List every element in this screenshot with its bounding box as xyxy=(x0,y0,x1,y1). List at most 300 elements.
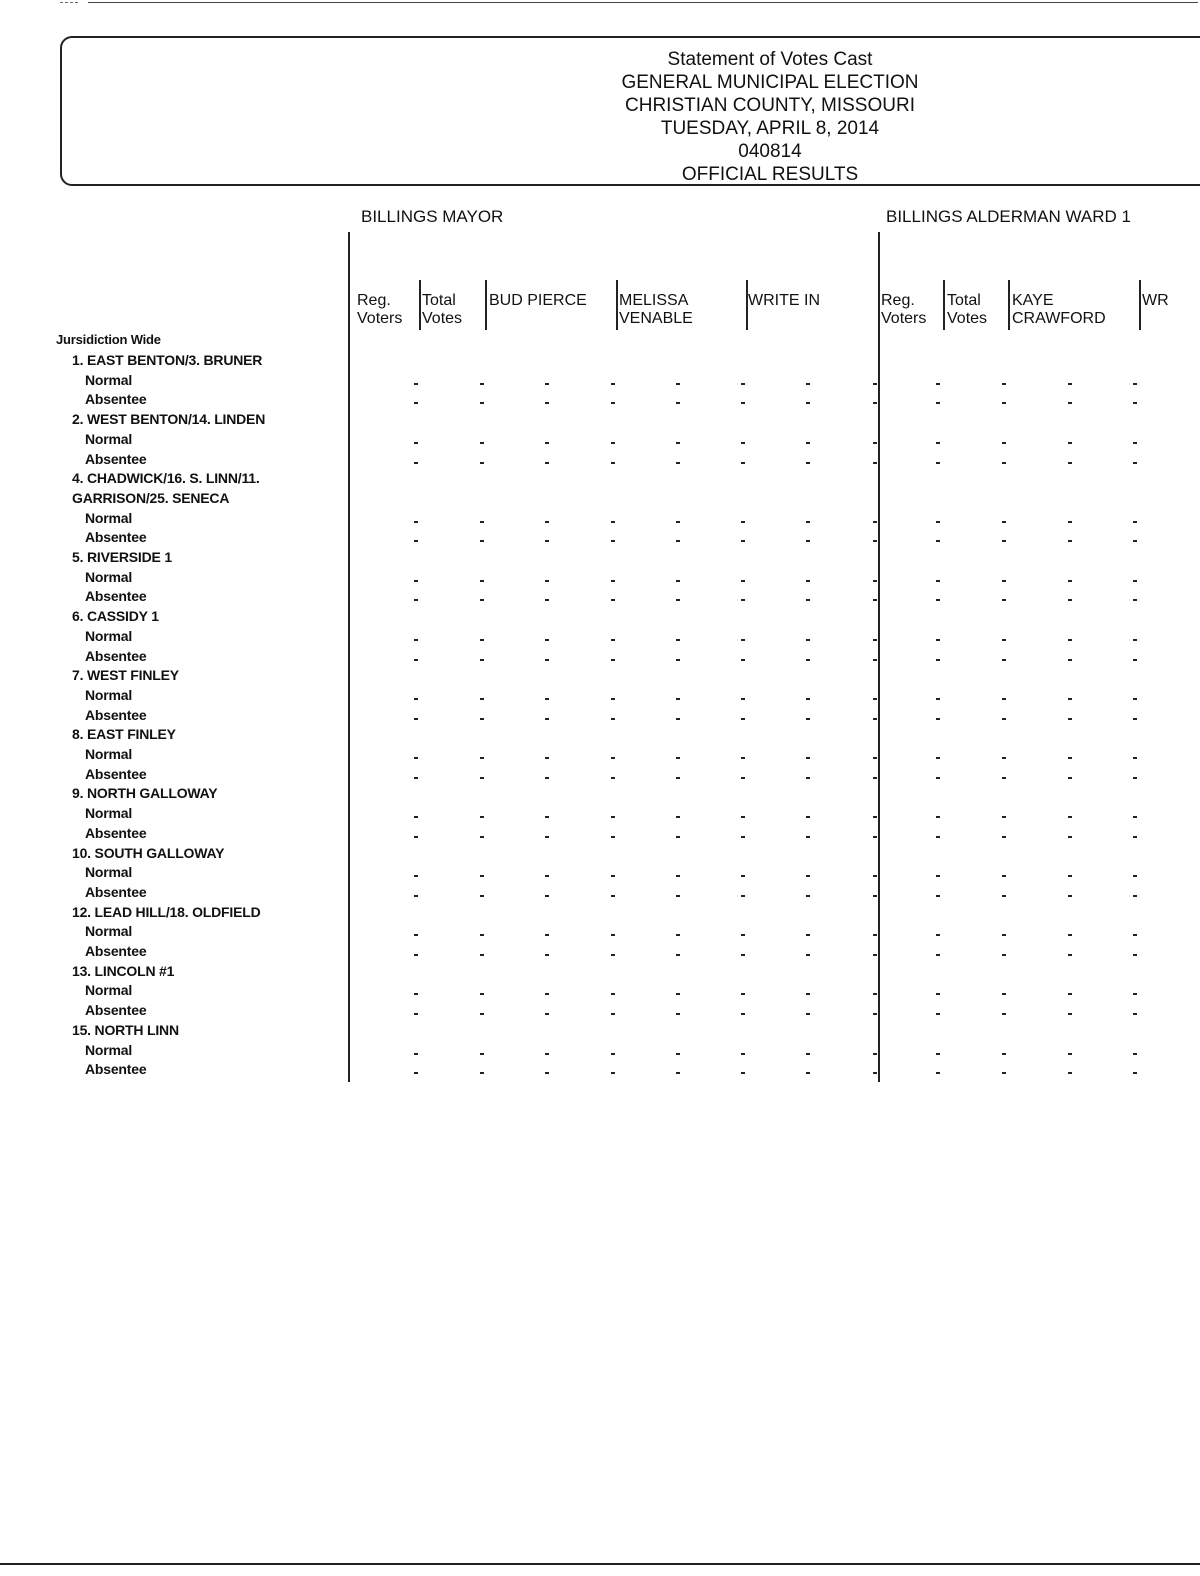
empty-value-dash xyxy=(545,934,549,936)
col-head-write-in xyxy=(748,292,820,310)
empty-value-dash xyxy=(676,993,680,995)
empty-value-dash xyxy=(806,521,810,523)
empty-value-dash xyxy=(676,1013,680,1015)
empty-value-dash xyxy=(1133,521,1137,523)
empty-value-dash xyxy=(806,659,810,661)
empty-value-dash xyxy=(741,993,745,995)
empty-value-dash xyxy=(873,757,877,759)
col-head-kaye-crawford xyxy=(1012,292,1106,328)
empty-value-dash xyxy=(936,521,940,523)
empty-value-dash xyxy=(676,718,680,720)
empty-value-dash xyxy=(545,875,549,877)
empty-value-dash xyxy=(414,1072,418,1074)
empty-value-dash xyxy=(936,816,940,818)
empty-value-dash xyxy=(806,816,810,818)
empty-value-dash xyxy=(936,954,940,956)
empty-value-dash xyxy=(936,875,940,877)
col-head-line2: VENABLE xyxy=(619,310,693,327)
empty-value-dash xyxy=(873,718,877,720)
empty-value-dash xyxy=(806,599,810,601)
empty-value-dash xyxy=(545,1053,549,1055)
empty-value-dash xyxy=(1068,718,1072,720)
empty-value-dash xyxy=(414,816,418,818)
empty-value-dash xyxy=(873,816,877,818)
empty-value-dash xyxy=(1133,1013,1137,1015)
empty-value-dash xyxy=(545,757,549,759)
precinct-name: 9. NORTH GALLOWAY xyxy=(72,785,218,802)
precinct-name: 2. WEST BENTON/14. LINDEN xyxy=(72,411,266,428)
col-head-melissa-venable xyxy=(619,292,693,328)
col-head-bud-pierce xyxy=(489,292,587,310)
col-head-line1: Reg. xyxy=(357,292,391,309)
empty-value-dash xyxy=(1133,462,1137,464)
empty-value-dash xyxy=(1002,816,1006,818)
empty-value-dash xyxy=(936,718,940,720)
empty-value-dash xyxy=(936,462,940,464)
empty-value-dash xyxy=(545,639,549,641)
vote-type-label: Absentee xyxy=(85,883,147,900)
empty-value-dash xyxy=(873,521,877,523)
empty-value-dash xyxy=(545,954,549,956)
empty-value-dash xyxy=(1068,777,1072,779)
empty-value-dash xyxy=(936,934,940,936)
empty-value-dash xyxy=(806,462,810,464)
empty-value-dash xyxy=(1068,659,1072,661)
empty-value-dash xyxy=(1068,639,1072,641)
empty-value-dash xyxy=(806,934,810,936)
empty-value-dash xyxy=(936,895,940,897)
empty-value-dash xyxy=(873,462,877,464)
empty-value-dash xyxy=(480,599,484,601)
empty-value-dash xyxy=(1068,402,1072,404)
empty-value-dash xyxy=(1068,521,1072,523)
empty-value-dash xyxy=(806,383,810,385)
empty-value-dash xyxy=(806,1072,810,1074)
empty-value-dash xyxy=(545,718,549,720)
empty-value-dash xyxy=(611,1013,615,1015)
vote-type-label: Absentee xyxy=(85,647,147,664)
empty-value-dash xyxy=(545,580,549,582)
empty-value-dash xyxy=(414,895,418,897)
empty-value-dash xyxy=(611,521,615,523)
col-head-line1: Total xyxy=(422,292,456,309)
empty-value-dash xyxy=(1002,540,1006,542)
empty-value-dash xyxy=(806,1053,810,1055)
empty-value-dash xyxy=(873,1053,877,1055)
col-head-line2: CRAWFORD xyxy=(1012,310,1106,327)
empty-value-dash xyxy=(414,383,418,385)
empty-value-dash xyxy=(806,580,810,582)
empty-value-dash xyxy=(806,954,810,956)
empty-value-dash xyxy=(676,757,680,759)
col-head-mayor-reg-voters xyxy=(357,292,402,328)
vote-type-label: Normal xyxy=(85,746,133,762)
empty-value-dash xyxy=(414,639,418,641)
empty-value-dash xyxy=(1133,402,1137,404)
empty-value-dash xyxy=(873,383,877,385)
empty-value-dash xyxy=(741,599,745,601)
empty-value-dash xyxy=(1133,1072,1137,1074)
col-head-line1: Reg. xyxy=(881,292,915,309)
top-rule xyxy=(88,2,1198,3)
empty-value-dash xyxy=(936,659,940,661)
empty-value-dash xyxy=(611,462,615,464)
empty-value-dash xyxy=(873,639,877,641)
col-head-line1: MELISSA xyxy=(619,292,689,309)
empty-value-dash xyxy=(1068,895,1072,897)
empty-value-dash xyxy=(1133,580,1137,582)
empty-value-dash xyxy=(414,599,418,601)
empty-value-dash xyxy=(480,718,484,720)
vote-type-label: Absentee xyxy=(85,943,147,959)
empty-value-dash xyxy=(676,402,680,404)
empty-value-dash xyxy=(414,836,418,838)
empty-value-dash xyxy=(611,698,615,700)
empty-value-dash xyxy=(1002,521,1006,523)
vote-type-label: Normal xyxy=(85,371,133,388)
empty-value-dash xyxy=(936,580,940,582)
precinct-name: 10. SOUTH GALLOWAY xyxy=(72,844,225,861)
empty-value-dash xyxy=(741,718,745,720)
empty-value-dash xyxy=(676,1072,680,1074)
empty-value-dash xyxy=(480,462,484,464)
empty-value-dash xyxy=(1133,993,1137,995)
empty-value-dash xyxy=(611,993,615,995)
vote-type-label: Normal xyxy=(85,982,133,999)
empty-value-dash xyxy=(1002,777,1006,779)
empty-value-dash xyxy=(611,1053,615,1055)
col-head-line2: Votes xyxy=(422,310,463,327)
empty-value-dash xyxy=(545,698,549,700)
empty-value-dash xyxy=(611,659,615,661)
empty-value-dash xyxy=(545,402,549,404)
contest-title-alderman: BILLINGS ALDERMAN WARD 1 xyxy=(886,207,1131,226)
empty-value-dash xyxy=(806,1013,810,1015)
precinct-name: 4. CHADWICK/16. S. LINN/11. xyxy=(72,470,260,487)
empty-value-dash xyxy=(936,442,940,444)
empty-value-dash xyxy=(1068,954,1072,956)
empty-value-dash xyxy=(676,383,680,385)
empty-value-dash xyxy=(1133,954,1137,956)
empty-value-dash xyxy=(873,1072,877,1074)
empty-value-dash xyxy=(873,1013,877,1015)
empty-value-dash xyxy=(676,836,680,838)
empty-value-dash xyxy=(1133,757,1137,759)
empty-value-dash xyxy=(414,1053,418,1055)
col-head-line2: WR xyxy=(1142,292,1169,309)
empty-value-dash xyxy=(611,402,615,404)
empty-value-dash xyxy=(806,540,810,542)
empty-value-dash xyxy=(741,383,745,385)
empty-value-dash xyxy=(676,462,680,464)
empty-value-dash xyxy=(676,1053,680,1055)
empty-value-dash xyxy=(480,895,484,897)
empty-value-dash xyxy=(936,757,940,759)
vote-type-label: Absentee xyxy=(85,706,147,723)
empty-value-dash xyxy=(1068,993,1072,995)
empty-value-dash xyxy=(1068,1053,1072,1055)
empty-value-dash xyxy=(676,777,680,779)
empty-value-dash xyxy=(611,934,615,936)
header-code: 040814 xyxy=(738,141,802,162)
empty-value-dash xyxy=(741,462,745,464)
empty-value-dash xyxy=(1002,718,1006,720)
empty-value-dash xyxy=(545,895,549,897)
empty-value-dash xyxy=(741,836,745,838)
empty-value-dash xyxy=(676,442,680,444)
empty-value-dash xyxy=(414,757,418,759)
empty-value-dash xyxy=(1133,659,1137,661)
vote-type-label: Absentee xyxy=(85,450,147,467)
report-header xyxy=(500,48,1040,186)
empty-value-dash xyxy=(611,442,615,444)
top-dashed-mark xyxy=(60,2,78,3)
empty-value-dash xyxy=(611,954,615,956)
vote-type-label: Normal xyxy=(85,686,133,703)
empty-value-dash xyxy=(1002,757,1006,759)
empty-value-dash xyxy=(1068,1013,1072,1015)
empty-value-dash xyxy=(676,954,680,956)
empty-value-dash xyxy=(741,1072,745,1074)
empty-value-dash xyxy=(1002,1053,1006,1055)
empty-value-dash xyxy=(480,442,484,444)
empty-value-dash xyxy=(480,383,484,385)
empty-value-dash xyxy=(936,836,940,838)
empty-value-dash xyxy=(741,639,745,641)
empty-value-dash xyxy=(873,954,877,956)
vote-type-label: Absentee xyxy=(85,1002,147,1019)
empty-value-dash xyxy=(480,580,484,582)
empty-value-dash xyxy=(873,836,877,838)
empty-value-dash xyxy=(545,659,549,661)
vote-type-label: Absentee xyxy=(85,588,147,605)
empty-value-dash xyxy=(806,718,810,720)
empty-value-dash xyxy=(611,383,615,385)
precinct-name: 1. EAST BENTON/3. BRUNER xyxy=(72,352,263,368)
empty-value-dash xyxy=(414,993,418,995)
empty-value-dash xyxy=(414,462,418,464)
empty-value-dash xyxy=(936,698,940,700)
empty-value-dash xyxy=(480,993,484,995)
empty-value-dash xyxy=(1068,698,1072,700)
empty-value-dash xyxy=(1133,836,1137,838)
empty-value-dash xyxy=(1068,836,1072,838)
empty-value-dash xyxy=(873,895,877,897)
precinct-name: 8. EAST FINLEY xyxy=(72,726,176,743)
precinct-name: 12. LEAD HILL/18. OLDFIELD xyxy=(72,903,261,920)
empty-value-dash xyxy=(1068,580,1072,582)
column-rule xyxy=(419,280,421,330)
empty-value-dash xyxy=(1002,875,1006,877)
col-head-line1: Total xyxy=(947,292,981,309)
empty-value-dash xyxy=(480,1072,484,1074)
empty-value-dash xyxy=(1133,639,1137,641)
vote-type-label: Normal xyxy=(85,568,133,585)
empty-value-dash xyxy=(873,442,877,444)
empty-value-dash xyxy=(611,639,615,641)
empty-value-dash xyxy=(414,402,418,404)
column-rule xyxy=(485,280,487,330)
empty-value-dash xyxy=(1002,1013,1006,1015)
empty-value-dash xyxy=(611,718,615,720)
precinct-name: 15. NORTH LINN xyxy=(72,1021,179,1038)
empty-value-dash xyxy=(936,599,940,601)
empty-value-dash xyxy=(806,836,810,838)
vote-type-label: Normal xyxy=(85,627,133,644)
empty-value-dash xyxy=(1068,442,1072,444)
column-rule xyxy=(616,280,618,330)
empty-value-dash xyxy=(545,599,549,601)
empty-value-dash xyxy=(1133,718,1137,720)
empty-value-dash xyxy=(936,1053,940,1055)
empty-value-dash xyxy=(480,521,484,523)
empty-value-dash xyxy=(414,442,418,444)
empty-value-dash xyxy=(741,757,745,759)
column-rule xyxy=(746,280,748,330)
empty-value-dash xyxy=(611,816,615,818)
empty-value-dash xyxy=(676,599,680,601)
col-head-line2: BUD PIERCE xyxy=(489,292,587,309)
header-title: Statement of Votes Cast xyxy=(667,49,873,70)
empty-value-dash xyxy=(741,659,745,661)
col-head-line2: Voters xyxy=(881,310,927,327)
empty-value-dash xyxy=(1133,875,1137,877)
col-head-line2: Votes xyxy=(947,310,988,327)
jurisdiction-wide-label: Jursidiction Wide xyxy=(56,332,161,347)
col-head-mayor-total-votes xyxy=(422,292,462,328)
empty-value-dash xyxy=(545,442,549,444)
empty-value-dash xyxy=(873,599,877,601)
vote-type-label: Normal xyxy=(85,805,133,822)
empty-value-dash xyxy=(611,599,615,601)
empty-value-dash xyxy=(414,1013,418,1015)
empty-value-dash xyxy=(936,1013,940,1015)
empty-value-dash xyxy=(1133,934,1137,936)
empty-value-dash xyxy=(873,698,877,700)
empty-value-dash xyxy=(480,934,484,936)
vote-type-label: Absentee xyxy=(85,529,147,546)
empty-value-dash xyxy=(545,521,549,523)
empty-value-dash xyxy=(676,895,680,897)
header-status: OFFICIAL RESULTS xyxy=(681,164,859,185)
empty-value-dash xyxy=(741,698,745,700)
empty-value-dash xyxy=(676,875,680,877)
empty-value-dash xyxy=(545,1013,549,1015)
empty-value-dash xyxy=(873,777,877,779)
empty-value-dash xyxy=(611,580,615,582)
empty-value-dash xyxy=(1068,383,1072,385)
empty-value-dash xyxy=(545,836,549,838)
header-county: CHRISTIAN COUNTY, MISSOURI xyxy=(625,95,915,116)
empty-value-dash xyxy=(741,816,745,818)
empty-value-dash xyxy=(414,934,418,936)
empty-value-dash xyxy=(741,521,745,523)
empty-value-dash xyxy=(545,383,549,385)
empty-value-dash xyxy=(1002,402,1006,404)
col-head-line2: Voters xyxy=(357,310,403,327)
vote-type-label: Normal xyxy=(85,864,133,881)
vote-type-label: Absentee xyxy=(85,765,147,782)
empty-value-dash xyxy=(1133,777,1137,779)
empty-value-dash xyxy=(480,402,484,404)
col-head-alderman-total-votes xyxy=(947,292,987,328)
empty-value-dash xyxy=(1002,580,1006,582)
empty-value-dash xyxy=(1068,934,1072,936)
header-date: TUESDAY, APRIL 8, 2014 xyxy=(660,118,880,139)
empty-value-dash xyxy=(480,875,484,877)
empty-value-dash xyxy=(545,1072,549,1074)
precinct-name: 5. RIVERSIDE 1 xyxy=(72,549,172,565)
empty-value-dash xyxy=(873,934,877,936)
empty-value-dash xyxy=(1133,895,1137,897)
empty-value-dash xyxy=(806,698,810,700)
empty-value-dash xyxy=(676,540,680,542)
empty-value-dash xyxy=(936,639,940,641)
empty-value-dash xyxy=(480,639,484,641)
empty-value-dash xyxy=(414,718,418,720)
empty-value-dash xyxy=(480,816,484,818)
empty-value-dash xyxy=(480,777,484,779)
empty-value-dash xyxy=(414,521,418,523)
empty-value-dash xyxy=(1002,934,1006,936)
empty-value-dash xyxy=(1068,816,1072,818)
empty-value-dash xyxy=(873,580,877,582)
empty-value-dash xyxy=(806,402,810,404)
contest-title-mayor: BILLINGS MAYOR xyxy=(361,207,504,226)
empty-value-dash xyxy=(414,875,418,877)
empty-value-dash xyxy=(676,659,680,661)
empty-value-dash xyxy=(414,698,418,700)
column-rule xyxy=(1139,280,1141,330)
empty-value-dash xyxy=(873,993,877,995)
empty-value-dash xyxy=(611,836,615,838)
empty-value-dash xyxy=(936,993,940,995)
empty-value-dash xyxy=(806,639,810,641)
empty-value-dash xyxy=(676,521,680,523)
empty-value-dash xyxy=(873,540,877,542)
empty-value-dash xyxy=(1133,383,1137,385)
vote-type-label: Absentee xyxy=(85,824,147,841)
empty-value-dash xyxy=(676,698,680,700)
col-head-write-in-truncated xyxy=(1142,292,1169,310)
empty-value-dash xyxy=(611,875,615,877)
vote-type-label: Normal xyxy=(85,509,133,526)
empty-value-dash xyxy=(480,757,484,759)
empty-value-dash xyxy=(936,540,940,542)
vote-type-label: Normal xyxy=(85,430,133,447)
empty-value-dash xyxy=(741,954,745,956)
empty-value-dash xyxy=(480,836,484,838)
empty-value-dash xyxy=(1002,599,1006,601)
empty-value-dash xyxy=(1068,462,1072,464)
empty-value-dash xyxy=(873,402,877,404)
empty-value-dash xyxy=(414,580,418,582)
empty-value-dash xyxy=(545,777,549,779)
empty-value-dash xyxy=(611,895,615,897)
empty-value-dash xyxy=(1068,757,1072,759)
empty-value-dash xyxy=(1002,895,1006,897)
empty-value-dash xyxy=(806,757,810,759)
empty-value-dash xyxy=(611,757,615,759)
header-election: GENERAL MUNICIPAL ELECTION xyxy=(621,72,919,93)
empty-value-dash xyxy=(741,402,745,404)
empty-value-dash xyxy=(873,659,877,661)
empty-value-dash xyxy=(414,540,418,542)
empty-value-dash xyxy=(1002,442,1006,444)
empty-value-dash xyxy=(1002,383,1006,385)
precinct-name: 7. WEST FINLEY xyxy=(72,667,179,684)
empty-value-dash xyxy=(1068,599,1072,601)
